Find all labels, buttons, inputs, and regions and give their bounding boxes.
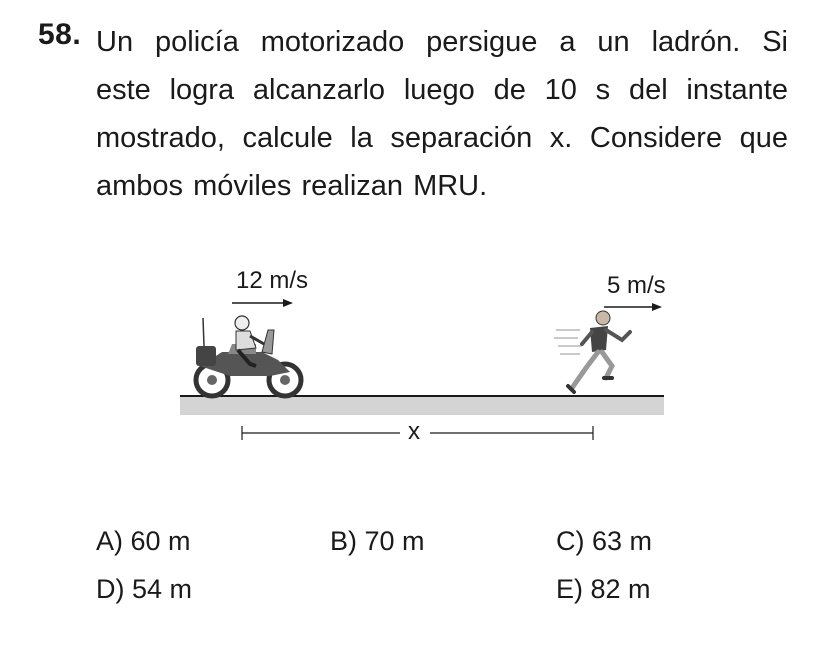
option-b: [330, 526, 425, 557]
police-speed-label: 12 m/s: [236, 267, 309, 294]
statement-line: este logra alcanzarlo luego de 10 s del instante: [96, 74, 788, 106]
option-letter: D): [96, 574, 125, 604]
option-d: [96, 574, 192, 605]
option-value: 70 m: [364, 526, 425, 556]
option-c: [556, 526, 652, 557]
option-value: 63 m: [592, 526, 653, 556]
statement-line: ambos móviles realizan MRU.: [96, 170, 488, 202]
option-letter: B): [330, 526, 357, 556]
option-letter: C): [556, 526, 585, 556]
option-value: 54 m: [132, 574, 193, 604]
option-a: [96, 526, 191, 557]
statement-line: mostrado, calcule la separación x. Considere que: [96, 122, 788, 154]
running-thief-icon: [554, 311, 630, 392]
option-e: [556, 574, 651, 605]
option-value: 60 m: [130, 526, 191, 556]
problem-number: 58.: [38, 18, 82, 51]
option-letter: A): [96, 526, 123, 556]
statement-line: Un policía motorizado persigue a un ladrón. Si: [96, 26, 788, 58]
police-motorcycle-icon: [196, 316, 301, 396]
separation-label: x: [408, 418, 420, 445]
option-letter: E): [556, 574, 583, 604]
thief-speed-label: 5 m/s: [607, 272, 666, 299]
ground: [180, 396, 664, 415]
thief-velocity-arrow: [604, 303, 662, 311]
option-value: 82 m: [590, 574, 651, 604]
police-velocity-arrow: [232, 299, 293, 307]
